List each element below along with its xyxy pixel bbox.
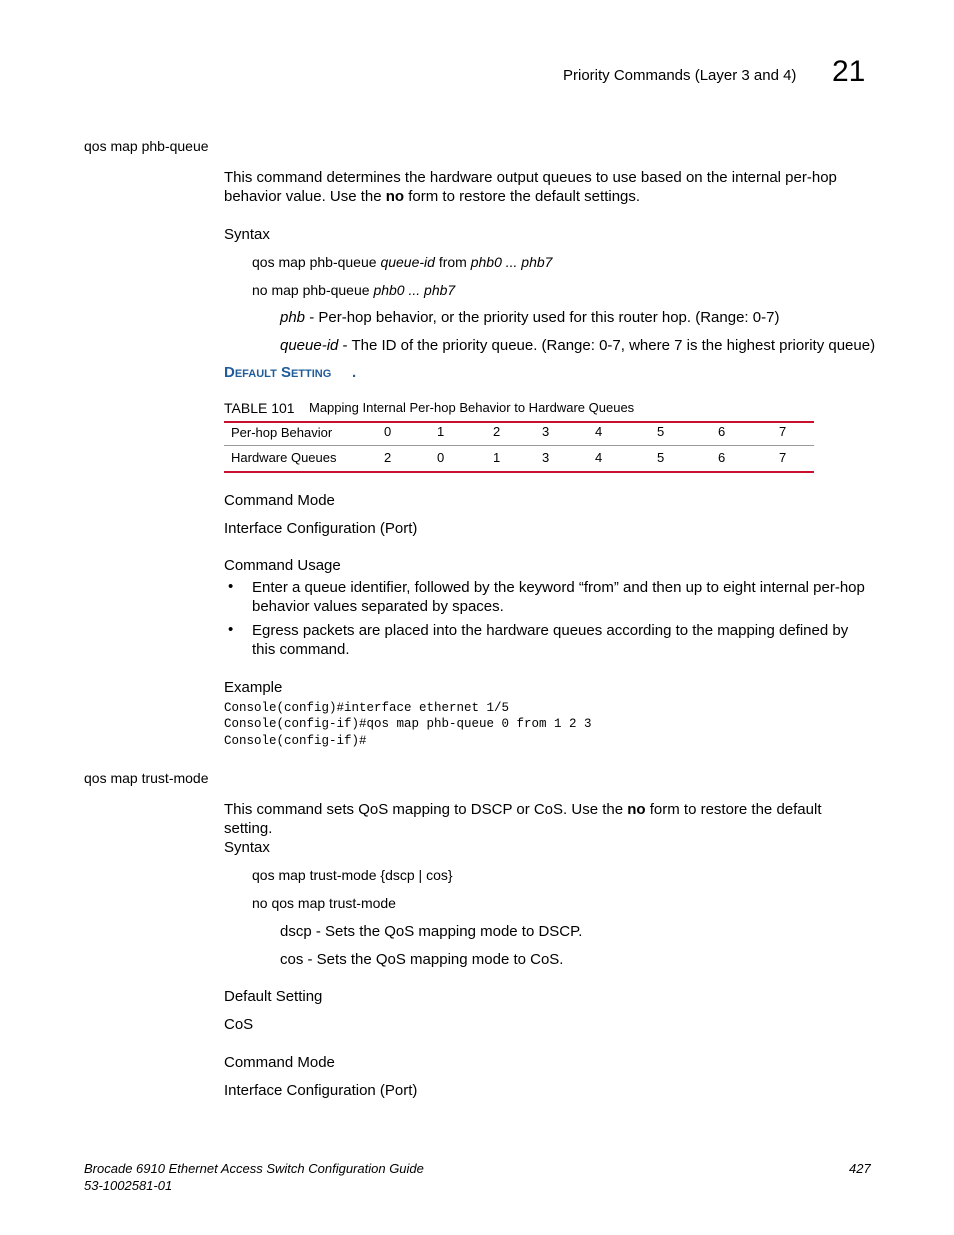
table-row2-header: Hardware Queues (231, 450, 337, 465)
cmd1-usage-item-2: Egress packets are placed into the hardware queues according to the mapping defined by this command. (252, 622, 849, 658)
cmd2-syntax-line-2: no qos map trust-mode (252, 895, 396, 911)
table-cell: 3 (542, 450, 550, 465)
chapter-number: 21 (832, 55, 866, 88)
cmd1-usage-heading: Command Usage (224, 557, 341, 574)
table-cell: 2 (384, 450, 392, 465)
table-cell: 6 (718, 424, 726, 439)
table-cell: 5 (657, 450, 665, 465)
table-cell: 2 (493, 424, 501, 439)
footer-doc-number: 53-1002581-01 (84, 1178, 173, 1193)
table-cell: 6 (718, 450, 726, 465)
table-top-rule (224, 421, 814, 423)
cmd1-usage-item-1: Enter a queue identifier, followed by the keyword “from” and then up to eight internal per-hop behavior values separated by spaces. (252, 579, 865, 615)
table-cell: 7 (779, 424, 787, 439)
cmd2-param-cos: cos - Sets the QoS mapping mode to CoS. (280, 951, 564, 968)
cmd1-param-queue-id: queue-id - The ID of the priority queue. (Range: 0-7, where 7 is the highest priority queue) (280, 337, 876, 354)
table-cell: 4 (595, 424, 603, 439)
table-cell: 1 (437, 424, 445, 439)
cmd1-syntax-line-1: qos map phb-queue queue-id from phb0 ... phb7 (252, 254, 553, 270)
cmd2-param-dscp: dscp - Sets the QoS mapping mode to DSCP. (280, 923, 583, 940)
cmd1-param-phb: phb - Per-hop behavior, or the priority used for this router hop. (Range: 0-7) (280, 309, 780, 326)
footer-guide-title: Brocade 6910 Ethernet Access Switch Configuration Guide (84, 1161, 424, 1176)
cmd2-mode-text: Interface Configuration (Port) (224, 1082, 418, 1099)
bullet-icon: • (228, 621, 234, 638)
running-header-section: Priority Commands (Layer 3 and 4) (563, 67, 797, 84)
cmd1-description: This command determines the hardware output queues to use based on the internal per-hop behavior value. Use the no form to restore the default settings. (224, 169, 837, 205)
cmd2-default-value: CoS (224, 1016, 254, 1033)
table-cell: 4 (595, 450, 603, 465)
cmd2-mode-heading: Command Mode (224, 1054, 335, 1071)
cmd1-mode-text: Interface Configuration (Port) (224, 520, 418, 537)
cmd1-default-heading: Default Setting (224, 364, 332, 381)
table-cell: 3 (542, 424, 550, 439)
table-cell: 0 (384, 424, 392, 439)
table-label: TABLE 101 (224, 400, 295, 416)
cmd1-syntax-line-2: no map phb-queue phb0 ... phb7 (252, 282, 456, 298)
footer-page-number: 427 (849, 1161, 871, 1176)
table-cell: 7 (779, 450, 787, 465)
cmd2-description: This command sets QoS mapping to DSCP or CoS. Use the no form to restore the default setting. (224, 801, 822, 837)
example-code-line: Console(config-if)#qos map phb-queue 0 from 1 2 3 (224, 717, 592, 731)
command-title-phb-queue: qos map phb-queue (84, 138, 209, 154)
bullet-icon: • (228, 578, 234, 595)
command-title-trust-mode: qos map trust-mode (84, 770, 209, 786)
table-cell: 1 (493, 450, 501, 465)
cmd1-syntax-heading: Syntax (224, 226, 270, 243)
cmd1-example-heading: Example (224, 679, 283, 696)
table-caption: Mapping Internal Per-hop Behavior to Hardware Queues (309, 400, 635, 415)
example-code-line: Console(config-if)# (224, 734, 367, 748)
table-row-divider (224, 445, 814, 446)
cmd1-default-heading-period: . (352, 364, 357, 381)
table-cell: 5 (657, 424, 665, 439)
example-code-line: Console(config)#interface ethernet 1/5 (224, 701, 510, 715)
table-row1-header: Per-hop Behavior (231, 425, 333, 440)
table-bottom-rule (224, 471, 814, 473)
cmd2-syntax-line-1: qos map trust-mode {dscp | cos} (252, 867, 453, 883)
cmd2-default-heading: Default Setting (224, 988, 323, 1005)
table-cell: 0 (437, 450, 445, 465)
cmd2-syntax-heading: Syntax (224, 839, 270, 856)
cmd1-mode-heading: Command Mode (224, 492, 335, 509)
